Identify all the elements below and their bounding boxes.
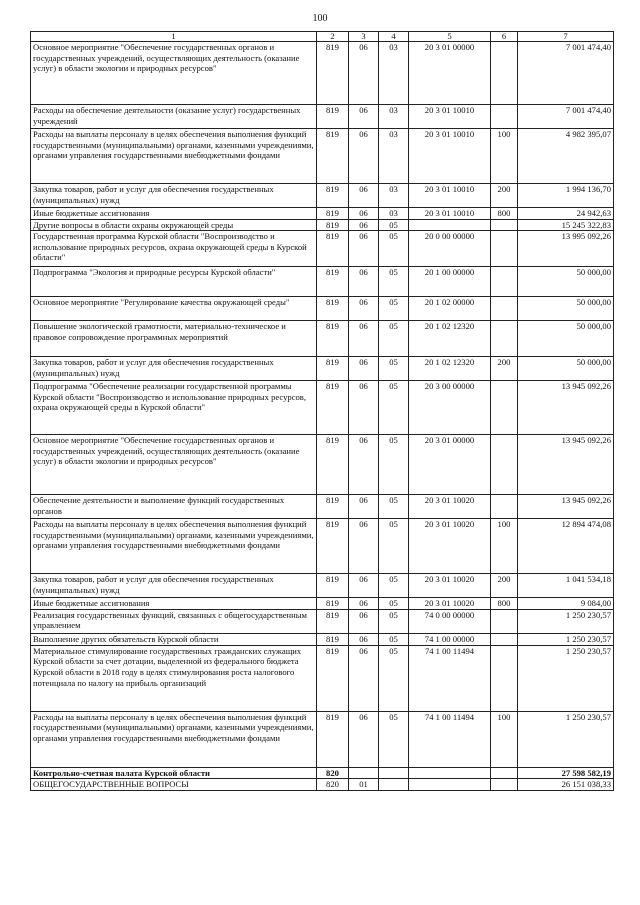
row-amount: 24 942,63 — [518, 208, 614, 220]
row-expense-type: 200 — [491, 574, 518, 598]
row-amount: 9 084,00 — [518, 598, 614, 610]
table-row — [31, 609, 614, 633]
row-grbs: 819 — [317, 129, 349, 184]
row-section: 06 — [349, 231, 379, 267]
row-section: 06 — [349, 42, 379, 105]
row-amount: 1 250 230,57 — [518, 609, 614, 633]
row-expense-type — [491, 231, 518, 267]
row-subsection: 05 — [379, 297, 409, 321]
row-grbs: 820 — [317, 779, 349, 791]
table-row — [31, 219, 614, 231]
row-amount: 12 894 474,08 — [518, 519, 614, 574]
row-name: Обеспечение деятельности и выполнение функций государственных органов — [31, 495, 317, 519]
row-grbs: 819 — [317, 267, 349, 297]
table-row — [31, 105, 614, 129]
row-target-article — [409, 219, 491, 231]
row-target-article: 20 0 00 00000 — [409, 231, 491, 267]
row-amount: 13 945 092,26 — [518, 495, 614, 519]
row-name: Расходы на выплаты персоналу в целях обеспечения выполнения функций государственными (муниципальными) органами, казенными учреждениями, органами управления государственными внебюджетными фондами — [31, 711, 317, 767]
row-name: Расходы на обеспечение деятельности (оказание услуг) государственных учреждений — [31, 105, 317, 129]
row-expense-type — [491, 297, 518, 321]
row-amount: 7 001 474,40 — [518, 105, 614, 129]
row-target-article: 74 1 00 11494 — [409, 645, 491, 711]
row-name: Основное мероприятие "Обеспечение государственных органов и государственных учреждений, осуществляющих деятельность (оказание услуг) в области экологии и природных ресурсов" — [31, 435, 317, 495]
row-target-article: 20 3 01 10010 — [409, 105, 491, 129]
table-row — [31, 381, 614, 435]
row-subsection: 05 — [379, 357, 409, 381]
row-grbs: 819 — [317, 633, 349, 645]
row-grbs: 820 — [317, 767, 349, 779]
table-row — [31, 42, 614, 105]
row-section: 06 — [349, 645, 379, 711]
column-number: 3 — [349, 32, 379, 42]
row-target-article: 20 3 00 00000 — [409, 381, 491, 435]
row-target-article: 20 1 02 00000 — [409, 297, 491, 321]
row-target-article: 20 3 01 10020 — [409, 598, 491, 610]
row-target-article: 74 0 00 00000 — [409, 609, 491, 633]
row-subsection: 05 — [379, 598, 409, 610]
row-name: Реализация государственных функций, связанных с общегосударственным управлением — [31, 609, 317, 633]
budget-table — [30, 31, 614, 791]
row-expense-type: 800 — [491, 598, 518, 610]
row-section: 06 — [349, 321, 379, 357]
row-section: 06 — [349, 208, 379, 220]
row-subsection: 05 — [379, 381, 409, 435]
table-row — [31, 574, 614, 598]
row-section: 06 — [349, 381, 379, 435]
row-section: 06 — [349, 711, 379, 767]
row-amount: 50 000,00 — [518, 267, 614, 297]
row-amount: 13 945 092,26 — [518, 381, 614, 435]
row-grbs: 819 — [317, 357, 349, 381]
table-row — [31, 129, 614, 184]
column-number: 6 — [491, 32, 518, 42]
row-expense-type: 100 — [491, 519, 518, 574]
row-subsection — [379, 779, 409, 791]
row-name: Закупка товаров, работ и услуг для обеспечения государственных (муниципальных) нужд — [31, 357, 317, 381]
row-target-article: 20 1 02 12320 — [409, 321, 491, 357]
row-expense-type — [491, 633, 518, 645]
column-number: 4 — [379, 32, 409, 42]
row-name: Материальное стимулирование государственных гражданских служащих Курской области за счет дотации, выделенной из федерального бюджета Курской области в 2018 году в целях стимулирования роста налогового потенциала по налогу на прибыль организаций — [31, 645, 317, 711]
row-name: Государственная программа Курской области "Воспроизводство и использование природных ресурсов, охрана окружающей среды в Курской области" — [31, 231, 317, 267]
table-row — [31, 357, 614, 381]
row-grbs: 819 — [317, 297, 349, 321]
row-target-article: 20 3 01 10010 — [409, 208, 491, 220]
row-grbs: 819 — [317, 219, 349, 231]
table-row — [31, 633, 614, 645]
row-amount: 13 995 092,26 — [518, 231, 614, 267]
row-section: 06 — [349, 297, 379, 321]
row-expense-type — [491, 495, 518, 519]
row-subsection: 03 — [379, 129, 409, 184]
row-section: 06 — [349, 519, 379, 574]
row-amount: 1 994 136,70 — [518, 184, 614, 208]
row-subsection: 05 — [379, 267, 409, 297]
row-target-article: 20 3 01 00000 — [409, 435, 491, 495]
table-row — [31, 435, 614, 495]
row-section: 06 — [349, 357, 379, 381]
row-amount: 7 001 474,40 — [518, 42, 614, 105]
row-section: 06 — [349, 495, 379, 519]
row-amount: 1 250 230,57 — [518, 633, 614, 645]
row-subsection: 05 — [379, 633, 409, 645]
row-name: Закупка товаров, работ и услуг для обеспечения государственных (муниципальных) нужд — [31, 574, 317, 598]
row-expense-type — [491, 105, 518, 129]
row-subsection: 03 — [379, 105, 409, 129]
row-section: 06 — [349, 574, 379, 598]
row-name: Основное мероприятие "Регулирование качества окружающей среды" — [31, 297, 317, 321]
row-section: 06 — [349, 633, 379, 645]
row-subsection: 05 — [379, 231, 409, 267]
row-name: Расходы на выплаты персоналу в целях обеспечения выполнения функций государственными (муниципальными) органами, казенными учреждениями, органами управления государственными внебюджетными фондами — [31, 129, 317, 184]
budget-rows — [31, 42, 614, 791]
row-expense-type — [491, 435, 518, 495]
row-grbs: 819 — [317, 495, 349, 519]
table-row — [31, 208, 614, 220]
row-expense-type: 200 — [491, 357, 518, 381]
table-row — [31, 184, 614, 208]
row-name: Контрольно-счетная палата Курской области — [31, 767, 317, 779]
row-expense-type: 800 — [491, 208, 518, 220]
row-grbs: 819 — [317, 574, 349, 598]
row-target-article: 20 1 02 12320 — [409, 357, 491, 381]
row-subsection: 05 — [379, 219, 409, 231]
row-name: ОБЩЕГОСУДАРСТВЕННЫЕ ВОПРОСЫ — [31, 779, 317, 791]
row-name: Подпрограмма "Экология и природные ресурсы Курской области" — [31, 267, 317, 297]
row-grbs: 819 — [317, 609, 349, 633]
row-expense-type — [491, 767, 518, 779]
row-amount: 50 000,00 — [518, 357, 614, 381]
row-expense-type: 100 — [491, 711, 518, 767]
row-name: Другие вопросы в области охраны окружающей среды — [31, 219, 317, 231]
row-target-article: 20 3 01 10010 — [409, 184, 491, 208]
row-subsection: 05 — [379, 645, 409, 711]
row-grbs: 819 — [317, 645, 349, 711]
column-number: 5 — [409, 32, 491, 42]
row-amount: 13 945 092,26 — [518, 435, 614, 495]
row-section — [349, 767, 379, 779]
row-grbs: 819 — [317, 519, 349, 574]
column-number: 7 — [518, 32, 614, 42]
row-grbs: 819 — [317, 184, 349, 208]
row-target-article: 20 3 01 10020 — [409, 574, 491, 598]
row-grbs: 819 — [317, 321, 349, 357]
row-subsection: 05 — [379, 321, 409, 357]
row-grbs: 819 — [317, 435, 349, 495]
row-grbs: 819 — [317, 42, 349, 105]
table-row — [31, 231, 614, 267]
page-number: 100 — [312, 13, 328, 24]
row-subsection — [379, 767, 409, 779]
row-expense-type — [491, 267, 518, 297]
row-section: 06 — [349, 219, 379, 231]
row-section: 06 — [349, 184, 379, 208]
column-number-row — [31, 32, 614, 42]
row-subsection: 03 — [379, 42, 409, 105]
row-section: 06 — [349, 129, 379, 184]
row-grbs: 819 — [317, 598, 349, 610]
row-section: 06 — [349, 598, 379, 610]
row-subsection: 05 — [379, 519, 409, 574]
row-target-article: 20 3 01 10010 — [409, 129, 491, 184]
row-target-article — [409, 779, 491, 791]
table-row — [31, 767, 614, 779]
row-expense-type — [491, 219, 518, 231]
row-target-article — [409, 767, 491, 779]
row-grbs: 819 — [317, 105, 349, 129]
table-row — [31, 297, 614, 321]
row-amount: 15 245 322,83 — [518, 219, 614, 231]
row-section: 06 — [349, 435, 379, 495]
row-target-article: 20 1 00 00000 — [409, 267, 491, 297]
row-expense-type: 100 — [491, 129, 518, 184]
column-number: 2 — [317, 32, 349, 42]
table-row — [31, 519, 614, 574]
table-row — [31, 267, 614, 297]
row-amount: 27 598 582,19 — [518, 767, 614, 779]
row-name: Повышение экологической грамотности, материально-техническое и правовое сопровождение программных мероприятий — [31, 321, 317, 357]
row-grbs: 819 — [317, 208, 349, 220]
row-grbs: 819 — [317, 711, 349, 767]
table-row — [31, 321, 614, 357]
row-section: 01 — [349, 779, 379, 791]
row-subsection: 05 — [379, 435, 409, 495]
row-target-article: 20 3 01 10020 — [409, 519, 491, 574]
row-amount: 50 000,00 — [518, 297, 614, 321]
row-name: Иные бюджетные ассигнования — [31, 598, 317, 610]
row-section: 06 — [349, 609, 379, 633]
row-amount: 1 041 534,18 — [518, 574, 614, 598]
row-section: 06 — [349, 105, 379, 129]
row-target-article: 74 1 00 11494 — [409, 711, 491, 767]
table-row — [31, 779, 614, 791]
row-target-article: 20 3 01 10020 — [409, 495, 491, 519]
row-amount: 4 982 395,07 — [518, 129, 614, 184]
row-subsection: 05 — [379, 574, 409, 598]
table-row — [31, 645, 614, 711]
row-expense-type — [491, 381, 518, 435]
row-amount: 26 151 038,33 — [518, 779, 614, 791]
row-amount: 50 000,00 — [518, 321, 614, 357]
row-grbs: 819 — [317, 381, 349, 435]
row-name: Выполнение других обязательств Курской области — [31, 633, 317, 645]
row-subsection: 05 — [379, 711, 409, 767]
row-grbs: 819 — [317, 231, 349, 267]
table-row — [31, 711, 614, 767]
row-expense-type — [491, 42, 518, 105]
row-section: 06 — [349, 267, 379, 297]
column-number: 1 — [31, 32, 317, 42]
row-target-article: 74 1 00 00000 — [409, 633, 491, 645]
row-subsection: 03 — [379, 208, 409, 220]
row-subsection: 03 — [379, 184, 409, 208]
row-amount: 1 250 230,57 — [518, 711, 614, 767]
table-row — [31, 598, 614, 610]
row-expense-type: 200 — [491, 184, 518, 208]
row-subsection: 05 — [379, 495, 409, 519]
row-name: Иные бюджетные ассигнования — [31, 208, 317, 220]
row-expense-type — [491, 321, 518, 357]
table-row — [31, 495, 614, 519]
row-amount: 1 250 230,57 — [518, 645, 614, 711]
row-name: Закупка товаров, работ и услуг для обеспечения государственных (муниципальных) нужд — [31, 184, 317, 208]
row-expense-type — [491, 645, 518, 711]
row-target-article: 20 3 01 00000 — [409, 42, 491, 105]
row-expense-type — [491, 779, 518, 791]
row-name: Основное мероприятие "Обеспечение государственных органов и государственных учреждений, осуществляющих деятельность (оказание услуг) в области экологии и природных ресурсов" — [31, 42, 317, 105]
row-name: Расходы на выплаты персоналу в целях обеспечения выполнения функций государственными (муниципальными) органами, казенными учреждениями, органами управления государственными внебюджетными фондами — [31, 519, 317, 574]
row-subsection: 05 — [379, 609, 409, 633]
row-name: Подпрограмма "Обеспечение реализации государственной программы Курской области "Воспроизводство и использование природных ресурсов, охрана окружающей среды в Курской области" — [31, 381, 317, 435]
row-expense-type — [491, 609, 518, 633]
